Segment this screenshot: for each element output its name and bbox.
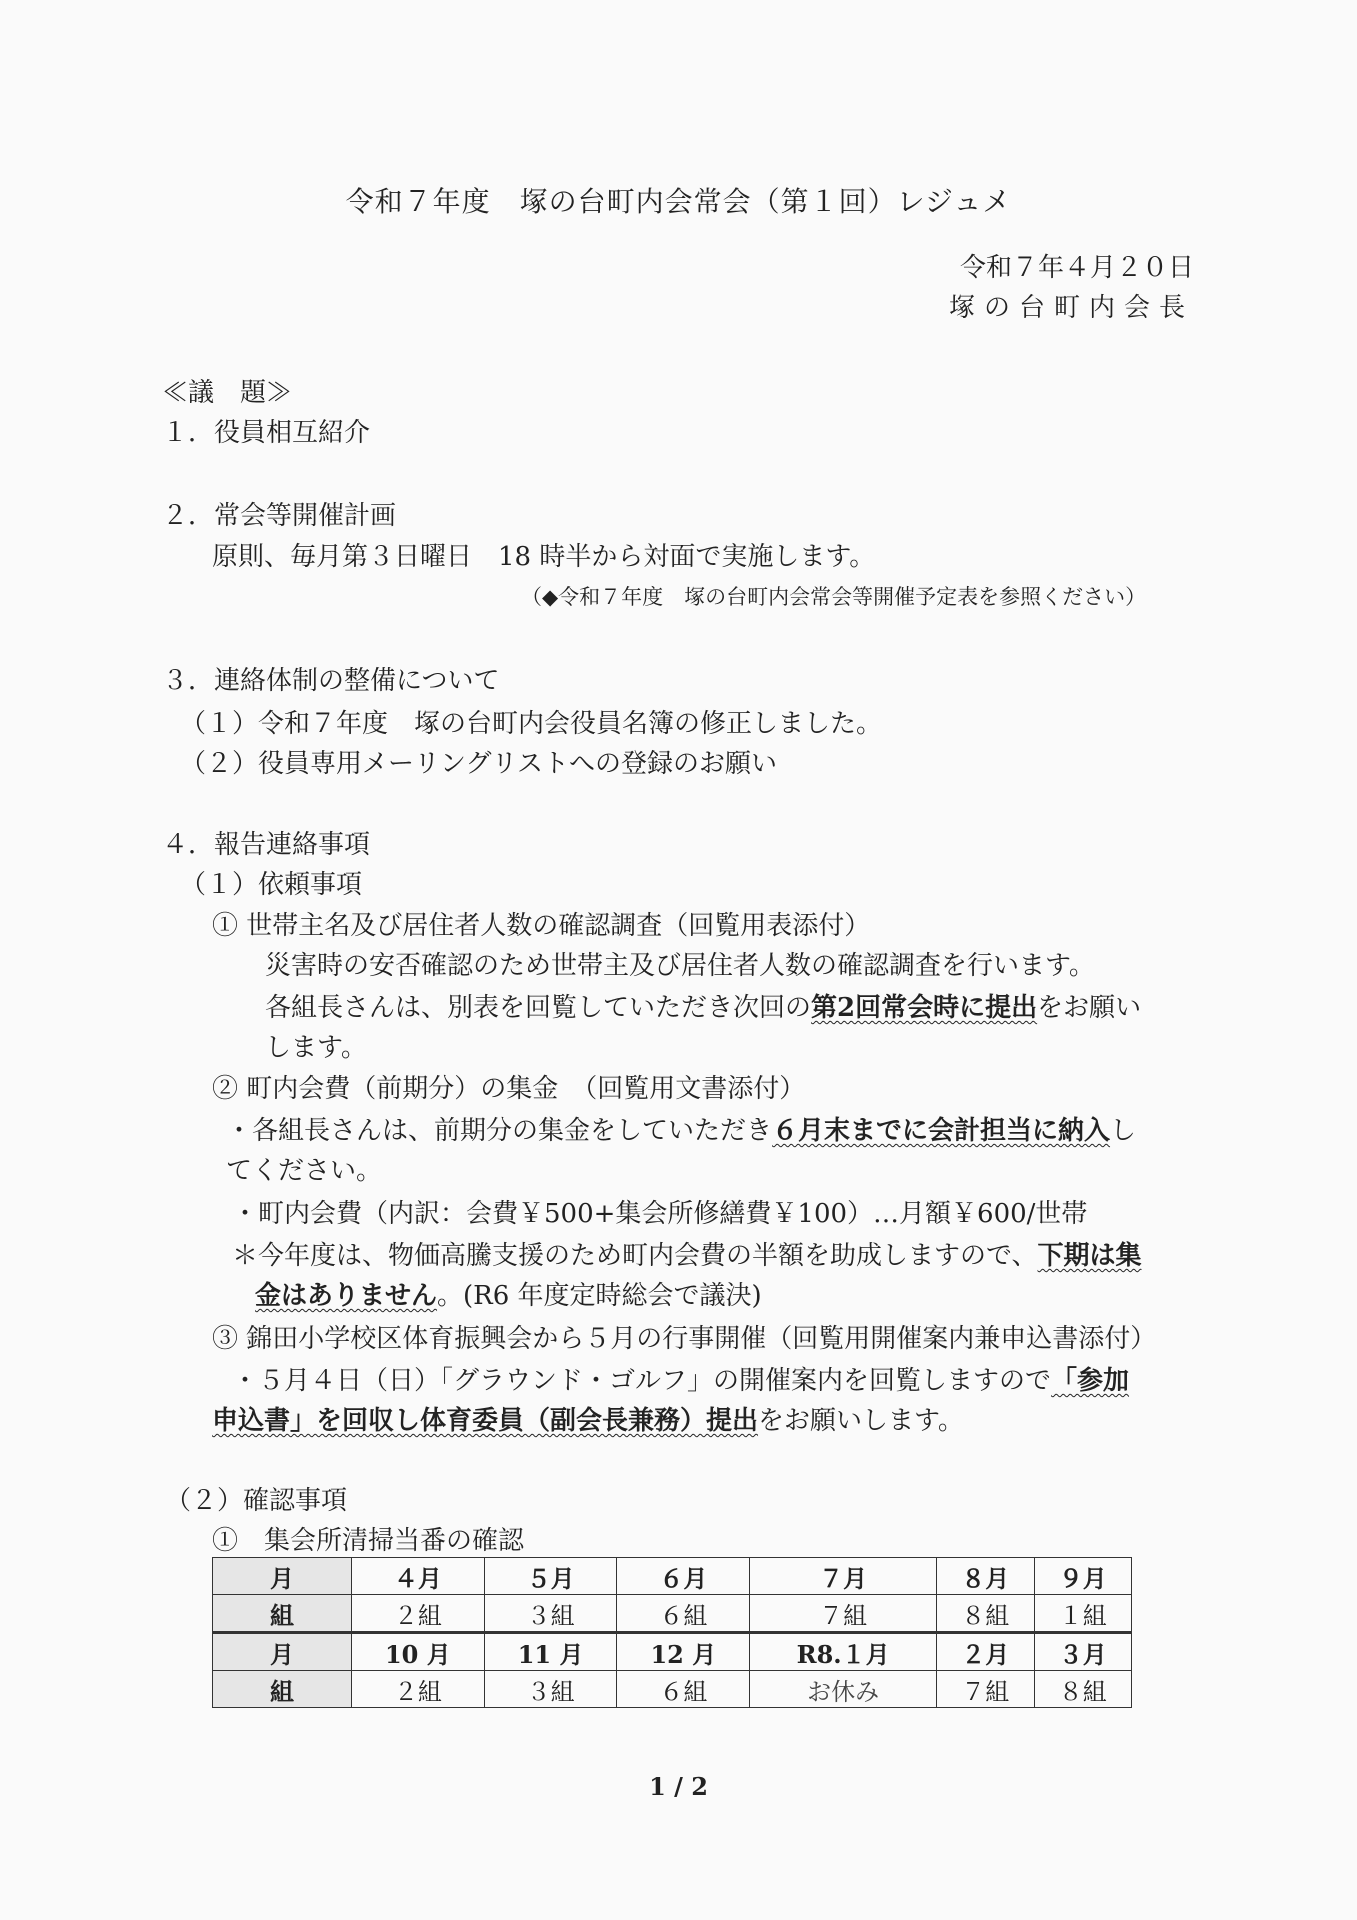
table-cell: ５月 [484, 1558, 617, 1595]
item-b-emphasis-3: 金はありません [255, 1281, 438, 1311]
table-cell: 10 月 [352, 1633, 485, 1671]
table-cell: ２組 [352, 1671, 485, 1708]
item-b-heading: ② 町内会費（前期分）の集金 （回覧用文書添付） [212, 1074, 806, 1104]
page-number: 1 / 2 [649, 1772, 708, 1801]
table-cell: ２組 [352, 1595, 485, 1633]
table-cell: ６組 [617, 1671, 750, 1708]
table-row [213, 1595, 1132, 1633]
section-3-item-1: （１）令和７年度 塚の台町内会役員名簿の修正しました。 [180, 709, 883, 739]
table-cell: ６月 [617, 1558, 750, 1595]
item-a-line-2: 各組長さんは、別表を回覧していただき次回の第2回常会時に提出をお願い [265, 993, 1142, 1023]
table-cell: R8.１月 [750, 1633, 937, 1671]
table-cell: 11 月 [484, 1633, 617, 1671]
section-4-sub-2: （２）確認事項 [165, 1486, 348, 1516]
cleaning-heading: ① 集会所清掃当番の確認 [212, 1526, 525, 1556]
section-4-sub-1: （１）依頼事項 [180, 870, 363, 900]
table-cell: ３組 [484, 1671, 617, 1708]
row-label-month: 月 [213, 1558, 352, 1595]
section-2-note: （◆令和７年度 塚の台町内会常会等開催予定表を参照ください） [521, 585, 1147, 609]
item-b-line-1: ・各組長さんは、前期分の集金をしていただき６月末までに会計担当に納入し [226, 1116, 1137, 1146]
document-author: 塚の台町内会長 [948, 293, 1194, 323]
item-b-line-4: ＊今年度は、物価高騰支援のため町内会費の半額を助成しますので、下期は集 [232, 1241, 1142, 1271]
table-cell: ７組 [937, 1671, 1034, 1708]
item-c-emphasis-1: 「参加 [1051, 1366, 1130, 1396]
table-cell: ３月 [1034, 1633, 1131, 1671]
item-a-heading: ① 世帯主名及び居住者人数の確認調査（回覧用表添付） [212, 911, 871, 941]
item-b-emphasis-2: 下期は集 [1037, 1241, 1142, 1271]
row-label-group: 組 [213, 1671, 352, 1708]
item-a-line-1: 災害時の安否確認のため世帯主及び居住者人数の確認調査を行います。 [265, 951, 1095, 981]
item-c-line-1: ・５月４日（日）「グラウンド・ゴルフ」の開催案内を回覧しますので「参加 [232, 1366, 1130, 1396]
section-2-heading: ２．常会等開催計画 [162, 501, 397, 531]
table-cell: ７組 [750, 1595, 937, 1633]
item-b-line-5: 金はありません。(R6 年度定時総会で議決) [255, 1281, 762, 1311]
row-label-group: 組 [213, 1595, 352, 1633]
table-row [213, 1558, 1132, 1595]
table-cell: １組 [1034, 1595, 1131, 1633]
table-cell: ６組 [617, 1595, 750, 1633]
item-c-line-2: 申込書」を回収し体育委員（副会長兼務）提出をお願いします。 [212, 1406, 964, 1436]
table-cell: ２月 [937, 1633, 1034, 1671]
table-cell: 12 月 [617, 1633, 750, 1671]
table-cell: ７月 [750, 1558, 937, 1595]
cleaning-schedule-table [212, 1557, 1132, 1708]
item-a-emphasis: 第2回常会時に提出 [811, 993, 1038, 1023]
table-cell-rest: お休み [750, 1671, 937, 1708]
table-row [213, 1671, 1132, 1708]
table-cell: ３組 [484, 1595, 617, 1633]
document-title: 令和７年度 塚の台町内会常会（第１回）レジュメ [345, 185, 1012, 218]
item-a-line-3: します。 [265, 1033, 367, 1063]
section-3-heading: ３．連絡体制の整備について [162, 666, 500, 696]
section-2-text: 原則、毎月第３日曜日 18 時半から対面で実施します。 [212, 542, 876, 572]
table-cell: ９月 [1034, 1558, 1131, 1595]
item-c-heading: ③ 錦田小学校区体育振興会から５月の行事開催（回覧用開催案内兼申込書添付） [212, 1324, 1157, 1354]
table-cell: ８組 [937, 1595, 1034, 1633]
table-row [213, 1633, 1132, 1671]
agenda-heading: ≪議 題≫ [162, 378, 293, 408]
table-cell: ４月 [352, 1558, 485, 1595]
section-1-heading: １．役員相互紹介 [162, 418, 371, 448]
item-b-line-2: てください。 [226, 1156, 383, 1186]
table-cell: ８組 [1034, 1671, 1131, 1708]
table-cell: ８月 [937, 1558, 1034, 1595]
item-c-emphasis-2: 申込書」を回収し体育委員（副会長兼務）提出 [212, 1406, 759, 1436]
section-3-item-2: （２）役員専用メーリングリストへの登録のお願い [180, 749, 777, 779]
document-date: 令和７年４月２０日 [959, 253, 1194, 283]
section-4-heading: ４．報告連絡事項 [162, 830, 371, 860]
item-b-line-3: ・町内会費（内訳：会費￥500+集会所修繕費￥100）…月額￥600/世帯 [232, 1199, 1088, 1229]
item-b-emphasis-1: ６月末までに会計担当に納入 [772, 1116, 1111, 1146]
row-label-month: 月 [213, 1633, 352, 1671]
